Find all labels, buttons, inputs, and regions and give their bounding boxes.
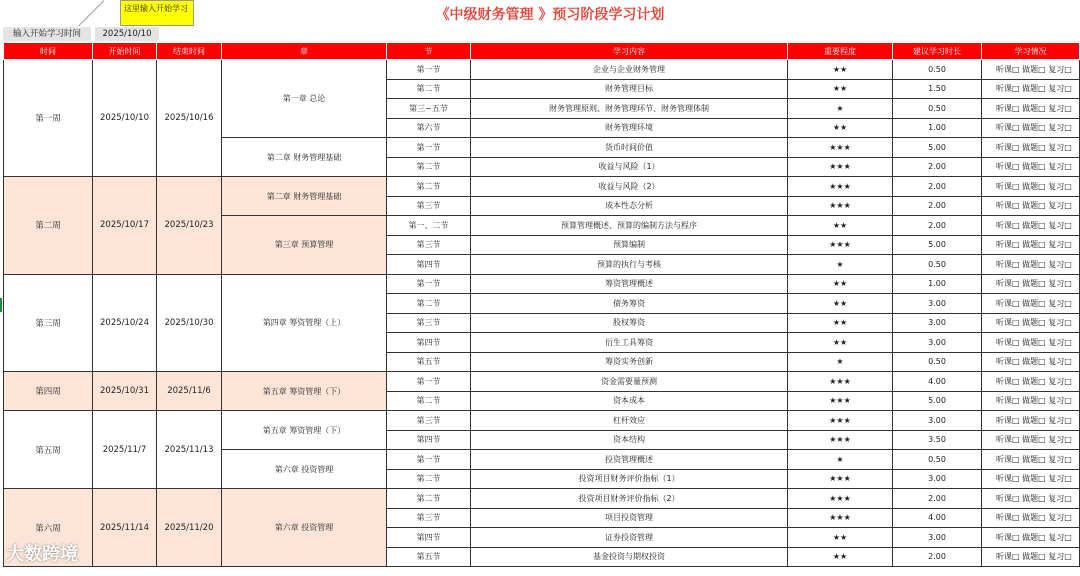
section-cell[interactable]: 第五节 [387, 352, 471, 372]
chapter-cell[interactable]: 第二章 财务管理基础 [222, 177, 387, 216]
content-cell[interactable]: 成本性态分析 [471, 196, 788, 216]
week-cell[interactable]: 第二周 [4, 177, 93, 275]
importance-cell[interactable]: ★★★ [788, 138, 893, 158]
content-cell[interactable]: 证券投资管理 [471, 528, 788, 548]
table-row [4, 489, 1080, 509]
section-cell[interactable]: 第一节 [387, 138, 471, 158]
column-header: 结束时间 [157, 43, 222, 60]
end-date-cell[interactable]: 2025/11/20 [157, 489, 222, 567]
hours-cell[interactable]: 4.00 [893, 508, 982, 528]
end-date-cell[interactable]: 2025/11/13 [157, 411, 222, 489]
hours-cell[interactable]: 2.00 [893, 216, 982, 236]
content-cell[interactable]: 筹资管理概述 [471, 274, 788, 294]
status-cell[interactable]: 听课□ 做题□ 复习□ [982, 411, 1080, 431]
content-cell[interactable]: 企业与企业财务管理 [471, 60, 788, 80]
start-date-cell[interactable]: 2025/11/7 [93, 411, 157, 489]
importance-cell[interactable]: ★★ [788, 313, 893, 333]
hours-cell[interactable]: 3.00 [893, 469, 982, 489]
content-cell[interactable]: 资金需要量预测 [471, 372, 788, 392]
status-cell[interactable]: 听课□ 做题□ 复习□ [982, 216, 1080, 236]
table-row [4, 60, 1080, 80]
section-cell[interactable]: 第四节 [387, 255, 471, 275]
hours-cell[interactable]: 0.50 [893, 352, 982, 372]
column-header: 节 [387, 43, 471, 60]
status-cell[interactable]: 听课□ 做题□ 复习□ [982, 138, 1080, 158]
end-date-cell[interactable]: 2025/10/23 [157, 177, 222, 275]
content-cell[interactable]: 预算编制 [471, 235, 788, 255]
status-cell[interactable]: 听课□ 做题□ 复习□ [982, 255, 1080, 275]
start-date-cell[interactable]: 2025/11/14 [93, 489, 157, 567]
section-cell[interactable]: 第一节 [387, 60, 471, 80]
hours-cell[interactable]: 3.00 [893, 294, 982, 314]
section-cell[interactable]: 第二节 [387, 294, 471, 314]
importance-cell[interactable]: ★★★ [788, 411, 893, 431]
status-cell[interactable]: 听课□ 做题□ 复习□ [982, 313, 1080, 333]
hours-cell[interactable]: 0.50 [893, 60, 982, 80]
content-cell[interactable]: 基金投资与期权投资 [471, 547, 788, 567]
status-cell[interactable]: 听课□ 做题□ 复习□ [982, 196, 1080, 216]
status-cell[interactable]: 听课□ 做题□ 复习□ [982, 430, 1080, 450]
start-date-cell[interactable]: 2025/10/24 [93, 274, 157, 372]
content-cell[interactable]: 资本成本 [471, 391, 788, 411]
comment-note[interactable]: 这里输入开始学习 [120, 0, 194, 26]
content-cell[interactable]: 收益与风险（2） [471, 177, 788, 197]
section-cell[interactable]: 第三节 [387, 196, 471, 216]
status-cell[interactable]: 听课□ 做题□ 复习□ [982, 391, 1080, 411]
section-cell[interactable]: 第二节 [387, 489, 471, 509]
column-header: 学习情况 [982, 43, 1080, 60]
start-date-cell[interactable]: 2025/10/31 [93, 372, 157, 411]
importance-cell[interactable]: ★★ [788, 274, 893, 294]
hours-cell[interactable]: 4.00 [893, 372, 982, 392]
week-cell[interactable]: 第四周 [4, 372, 93, 411]
table-row [4, 411, 1080, 431]
section-cell[interactable]: 第一节 [387, 274, 471, 294]
selection-marker [0, 298, 2, 312]
section-cell[interactable]: 第三节 [387, 235, 471, 255]
status-cell[interactable]: 听课□ 做题□ 复习□ [982, 274, 1080, 294]
week-cell[interactable]: 第三周 [4, 274, 93, 372]
column-header: 章 [222, 43, 387, 60]
importance-cell[interactable]: ★ [788, 450, 893, 470]
section-cell[interactable]: 第二节 [387, 79, 471, 99]
content-cell[interactable]: 货币时间价值 [471, 138, 788, 158]
week-cell[interactable]: 第五周 [4, 411, 93, 489]
content-cell[interactable]: 财务管理环境 [471, 118, 788, 138]
study-plan-table [3, 42, 1080, 567]
hours-cell[interactable]: 2.00 [893, 177, 982, 197]
importance-cell[interactable]: ★★★ [788, 430, 893, 450]
chapter-cell[interactable]: 第五章 筹资管理（下） [222, 411, 387, 450]
importance-cell[interactable]: ★★ [788, 60, 893, 80]
content-cell[interactable]: 预算管理概述、预算的编制方法与程序 [471, 216, 788, 236]
status-cell[interactable]: 听课□ 做题□ 复习□ [982, 333, 1080, 353]
column-header: 建议学习时长 [893, 43, 982, 60]
hours-cell[interactable]: 1.00 [893, 274, 982, 294]
importance-cell[interactable]: ★★★ [788, 235, 893, 255]
hours-cell[interactable]: 3.00 [893, 528, 982, 548]
section-cell[interactable]: 第二节 [387, 469, 471, 489]
week-cell[interactable]: 第一周 [4, 60, 93, 177]
hours-cell[interactable]: 2.00 [893, 489, 982, 509]
status-cell[interactable]: 听课□ 做题□ 复习□ [982, 372, 1080, 392]
hours-cell[interactable]: 3.00 [893, 313, 982, 333]
content-cell[interactable]: 投资项目财务评价指标（2） [471, 489, 788, 509]
week-cell[interactable]: 第六周 [4, 489, 93, 567]
column-header: 开始时间 [93, 43, 157, 60]
end-date-cell[interactable]: 2025/10/16 [157, 60, 222, 177]
chapter-cell[interactable]: 第二章 财务管理基础 [222, 138, 387, 177]
status-cell[interactable]: 听课□ 做题□ 复习□ [982, 157, 1080, 177]
section-cell[interactable]: 第六节 [387, 118, 471, 138]
chapter-cell[interactable]: 第六章 投资管理 [222, 450, 387, 489]
section-cell[interactable]: 第五节 [387, 547, 471, 567]
status-cell[interactable]: 听课□ 做题□ 复习□ [982, 508, 1080, 528]
importance-cell[interactable]: ★★ [788, 216, 893, 236]
column-header: 学习内容 [471, 43, 788, 60]
hours-cell[interactable]: 2.00 [893, 157, 982, 177]
content-cell[interactable]: 筹资实务创新 [471, 352, 788, 372]
section-cell[interactable]: 第四节 [387, 430, 471, 450]
chapter-cell[interactable]: 第一章 总论 [222, 60, 387, 138]
content-cell[interactable]: 衍生工具筹资 [471, 333, 788, 353]
status-cell[interactable]: 听课□ 做题□ 复习□ [982, 294, 1080, 314]
importance-cell[interactable]: ★★★ [788, 372, 893, 392]
content-cell[interactable]: 财务管理原则、财务管理环节、财务管理体制 [471, 99, 788, 119]
start-date-label: 输入开始学习时间 [3, 27, 91, 41]
section-cell[interactable]: 第二节 [387, 391, 471, 411]
content-cell[interactable]: 投资项目财务评价指标（1） [471, 469, 788, 489]
hours-cell[interactable]: 2.00 [893, 547, 982, 567]
chapter-cell[interactable]: 第三章 预算管理 [222, 216, 387, 275]
content-cell[interactable]: 财务管理目标 [471, 79, 788, 99]
section-cell[interactable]: 第三节 [387, 508, 471, 528]
hours-cell[interactable]: 3.00 [893, 411, 982, 431]
hours-cell[interactable]: 0.50 [893, 450, 982, 470]
hours-cell[interactable]: 1.50 [893, 79, 982, 99]
hours-cell[interactable]: 3.50 [893, 430, 982, 450]
section-cell[interactable]: 第三~五节 [387, 99, 471, 119]
hours-cell[interactable]: 5.00 [893, 138, 982, 158]
hours-cell[interactable]: 2.00 [893, 196, 982, 216]
column-header: 重要程度 [788, 43, 893, 60]
content-cell[interactable]: 投资管理概述 [471, 450, 788, 470]
page-title: 《中级财务管理 》预习阶段学习计划 [435, 7, 665, 23]
content-cell[interactable]: 资本结构 [471, 430, 788, 450]
importance-cell[interactable]: ★★★ [788, 196, 893, 216]
start-date-input[interactable]: 2025/10/10 [95, 27, 159, 41]
note-connector [78, 0, 104, 26]
importance-cell[interactable]: ★★★ [788, 489, 893, 509]
hours-cell[interactable]: 3.00 [893, 333, 982, 353]
content-cell[interactable]: 杠杆效应 [471, 411, 788, 431]
table-row [4, 274, 1080, 294]
section-cell[interactable]: 第一节 [387, 450, 471, 470]
importance-cell[interactable]: ★ [788, 255, 893, 275]
section-cell[interactable]: 第二节 [387, 157, 471, 177]
importance-cell[interactable]: ★ [788, 99, 893, 119]
status-cell[interactable]: 听课□ 做题□ 复习□ [982, 528, 1080, 548]
start-date-cell[interactable]: 2025/10/10 [93, 60, 157, 177]
importance-cell[interactable]: ★★ [788, 294, 893, 314]
chapter-cell[interactable]: 第五章 筹资管理（下） [222, 372, 387, 411]
status-cell[interactable]: 听课□ 做题□ 复习□ [982, 450, 1080, 470]
content-cell[interactable]: 预算的执行与考核 [471, 255, 788, 275]
watermark-logo: 大数跨境 [6, 544, 78, 565]
importance-cell[interactable]: ★★ [788, 547, 893, 567]
status-cell[interactable]: 听课□ 做题□ 复习□ [982, 235, 1080, 255]
hours-cell[interactable]: 0.50 [893, 99, 982, 119]
chapter-cell[interactable]: 第四章 筹资管理（上） [222, 274, 387, 372]
section-cell[interactable]: 第二节 [387, 177, 471, 197]
section-cell[interactable]: 第四节 [387, 333, 471, 353]
importance-cell[interactable]: ★★★ [788, 177, 893, 197]
end-date-cell[interactable]: 2025/11/6 [157, 372, 222, 411]
table-row [4, 177, 1080, 197]
hours-cell[interactable]: 1.00 [893, 118, 982, 138]
importance-cell[interactable]: ★ [788, 352, 893, 372]
column-header: 时间 [4, 43, 93, 60]
section-cell[interactable]: 第四节 [387, 528, 471, 548]
content-cell[interactable]: 收益与风险（1） [471, 157, 788, 177]
importance-cell[interactable]: ★★ [788, 528, 893, 548]
hours-cell[interactable]: 0.50 [893, 255, 982, 275]
status-cell[interactable]: 听课□ 做题□ 复习□ [982, 60, 1080, 80]
section-cell[interactable]: 第三节 [387, 411, 471, 431]
content-cell[interactable]: 股权筹资 [471, 313, 788, 333]
section-cell[interactable]: 第一、二节 [387, 216, 471, 236]
status-cell[interactable]: 听课□ 做题□ 复习□ [982, 469, 1080, 489]
importance-cell[interactable]: ★★ [788, 118, 893, 138]
content-cell[interactable]: 债务筹资 [471, 294, 788, 314]
status-cell[interactable]: 听课□ 做题□ 复习□ [982, 79, 1080, 99]
status-cell[interactable]: 听课□ 做题□ 复习□ [982, 352, 1080, 372]
status-cell[interactable]: 听课□ 做题□ 复习□ [982, 99, 1080, 119]
start-date-cell[interactable]: 2025/10/17 [93, 177, 157, 275]
end-date-cell[interactable]: 2025/10/30 [157, 274, 222, 372]
section-cell[interactable]: 第一节 [387, 372, 471, 392]
hours-cell[interactable]: 5.00 [893, 391, 982, 411]
importance-cell[interactable]: ★★★ [788, 469, 893, 489]
importance-cell[interactable]: ★★ [788, 79, 893, 99]
status-cell[interactable]: 听课□ 做题□ 复习□ [982, 547, 1080, 567]
status-cell[interactable]: 听课□ 做题□ 复习□ [982, 489, 1080, 509]
section-cell[interactable]: 第三节 [387, 313, 471, 333]
chapter-cell[interactable]: 第六章 投资管理 [222, 489, 387, 567]
status-cell[interactable]: 听课□ 做题□ 复习□ [982, 118, 1080, 138]
importance-cell[interactable]: ★★★ [788, 508, 893, 528]
status-cell[interactable]: 听课□ 做题□ 复习□ [982, 177, 1080, 197]
importance-cell[interactable]: ★★★ [788, 391, 893, 411]
hours-cell[interactable]: 5.00 [893, 235, 982, 255]
header-row [4, 43, 1080, 60]
importance-cell[interactable]: ★★★ [788, 157, 893, 177]
table-row [4, 372, 1080, 392]
importance-cell[interactable]: ★★ [788, 333, 893, 353]
content-cell[interactable]: 项目投资管理 [471, 508, 788, 528]
